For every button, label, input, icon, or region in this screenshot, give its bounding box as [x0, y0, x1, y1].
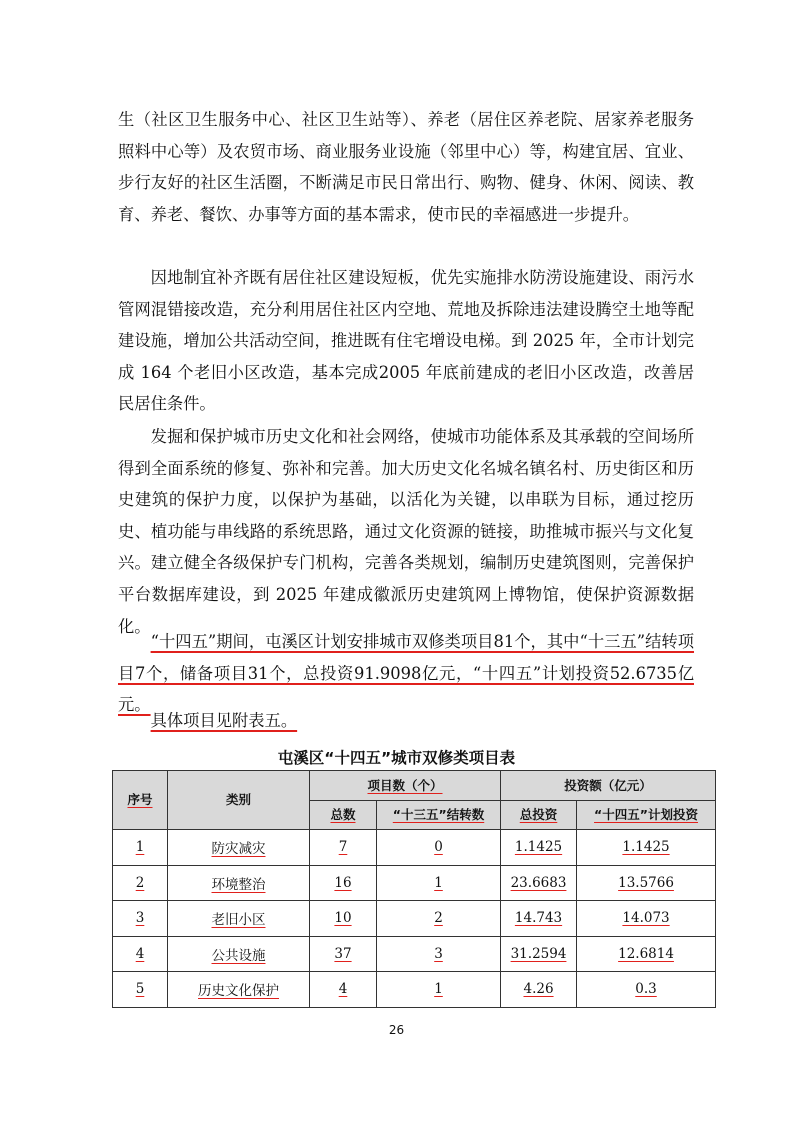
table-row: [113, 972, 716, 1008]
cell-carry: 1: [434, 981, 443, 998]
header-category: 类别: [168, 771, 310, 830]
cell-total: 7: [338, 839, 348, 856]
header-plan-invest: “十四五”计划投资: [577, 801, 716, 830]
table-header-row: [113, 771, 716, 801]
cell-plan-invest: 0.3: [635, 981, 657, 998]
see-appendix-text: 具体项目见附表五。: [150, 711, 298, 730]
cell-total-invest: 4.26: [523, 981, 554, 998]
cell-carry: 3: [434, 945, 443, 962]
cell-total-invest: 31.2594: [510, 945, 567, 962]
paragraph-historic-culture: 发掘和保护城市历史文化和社会网络，使城市功能体系及其承载的空间场所得到全面系统的修复、弥补和完善。加大历史文化名城名镇名村、历史街区和历史建筑的保护力度，以保护为基础，以活化为关键，以串联为目标，通过挖历史、植功能与串线路的系统思路，通过文化资源的链接，助推城市振兴与文化复兴。建立健全各级保护专门机构，完善各类规划，编制历史建筑图则，完善保护平台数据库建设，到 2025 年建成徽派历史建筑网上博物馆，使保护资源数据化。: [118, 427, 694, 636]
cell-total: 16: [334, 874, 352, 891]
cell-seq: 5: [135, 981, 145, 998]
cell-total-invest: 14.743: [514, 910, 563, 927]
paragraph-community-facilities: 生（社区卫生服务中心、社区卫生站等）、养老（居住区养老院、居家养老服务照料中心等）及农贸市场、商业服务业设施（邻里中心）等，构建宜居、宜业、步行友好的社区生活圈，不断满足市民日常出行、购物、健身、休闲、阅读、教育、养老、餐饮、办事等方面的基本需求，使市民的幸福感进一步提升。: [118, 110, 694, 224]
cell-seq: 2: [135, 874, 145, 891]
header-count-group: 项目数（个）: [310, 771, 501, 801]
project-table: [112, 770, 716, 1008]
cell-total-invest: 1.1425: [514, 839, 563, 856]
cell-total: 10: [334, 910, 352, 927]
cell-seq: 3: [135, 910, 145, 927]
header-total: 总数: [310, 801, 377, 830]
header-carry: “十三五”结转数: [377, 801, 501, 830]
cell-seq: 4: [135, 945, 145, 962]
cell-plan-invest: 14.073: [622, 910, 670, 927]
cell-carry: 2: [434, 910, 443, 927]
cell-category: 公共设施: [211, 947, 266, 964]
project-summary-text: “十四五”期间，屯溪区计划安排城市双修类项目81个，其中“十三五”结转项目7个，储备项目31个，总投资91.9098亿元，“十四五”计划投资52.6735亿元。: [118, 632, 694, 715]
header-total-invest: 总投资: [501, 801, 577, 830]
cell-category: 历史文化保护: [198, 983, 279, 1000]
table-row: [113, 865, 716, 901]
cell-seq: 1: [135, 839, 145, 856]
cell-category: 防灾减灾: [211, 841, 266, 858]
table-row: [113, 830, 716, 866]
cell-category: 老旧小区: [211, 912, 266, 929]
table-row: [113, 901, 716, 937]
header-seq: 序号: [113, 771, 168, 830]
cell-carry: 1: [434, 874, 443, 891]
table-title: 屯溪区“十四五”城市双修类项目表: [277, 749, 516, 767]
page-number: 26: [388, 1023, 405, 1037]
header-invest-group: 投资额（亿元）: [501, 771, 716, 801]
cell-plan-invest: 1.1425: [622, 839, 670, 856]
paragraph-residential-upgrade: 因地制宜补齐既有居住社区建设短板，优先实施排水防涝设施建设、雨污水管网混错接改造，充分利用居住社区内空地、荒地及拆除违法建设腾空土地等配建设施，增加公共活动空间，推进既有住宅增设电梯。到 2025 年，全市计划完成 164 个老旧小区改造，基本完成2005 年底前建成的老旧小区改造，改善居民居住条件。: [118, 268, 694, 414]
cell-carry: 0: [434, 839, 443, 856]
paragraph-see-appendix: [118, 705, 694, 737]
cell-total: 4: [338, 981, 348, 998]
cell-category: 环境整治: [211, 876, 266, 893]
cell-plan-invest: 12.6814: [618, 945, 674, 962]
cell-total: 37: [334, 945, 352, 962]
table-row: [113, 936, 716, 972]
cell-total-invest: 23.6683: [510, 874, 567, 891]
cell-plan-invest: 13.5766: [618, 874, 674, 891]
